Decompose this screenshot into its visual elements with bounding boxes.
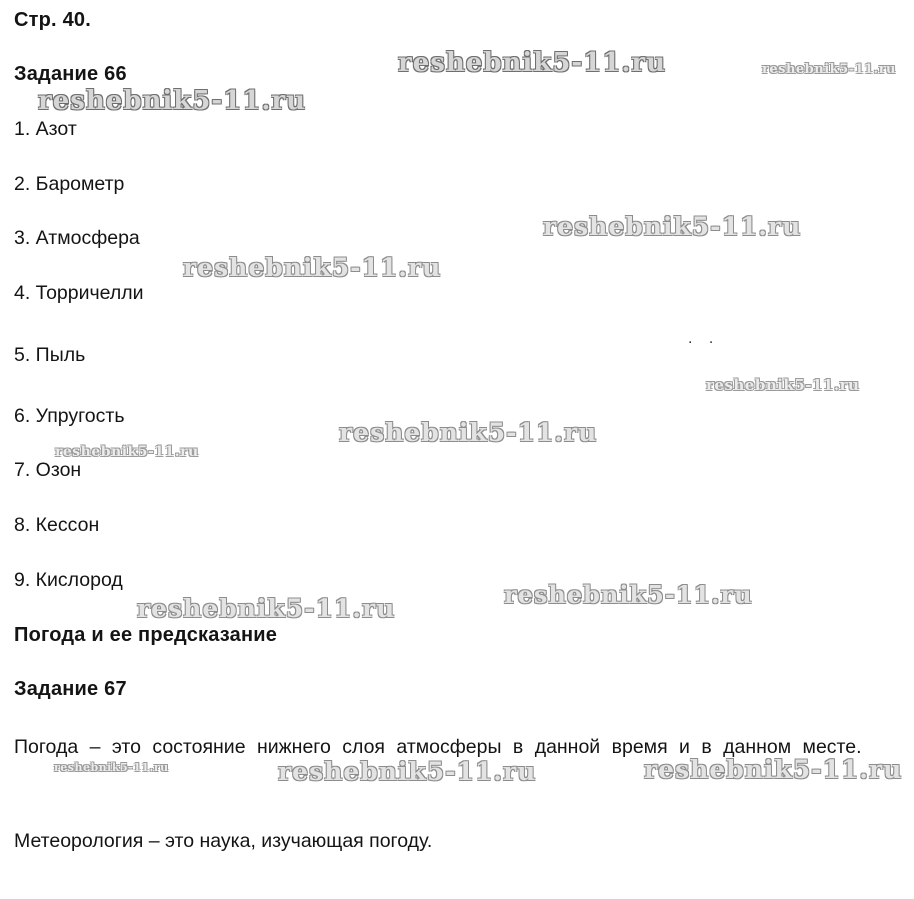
task-66-title: Задание 66 — [14, 63, 127, 85]
watermark: reshebnik5-11.ru — [38, 86, 307, 116]
answer-item: 5. Пыль — [14, 344, 86, 366]
watermark: reshebnik5-11.ru — [54, 761, 169, 774]
watermark: reshebnik5-11.ru — [762, 62, 897, 77]
answer-item: 8. Кессон — [14, 514, 100, 536]
task-67-paragraph-2: Метеорология – это наука, изучающая погоду. — [14, 830, 433, 852]
watermark: reshebnik5-11.ru — [339, 418, 598, 447]
answer-item: 3. Атмосфера — [14, 227, 140, 249]
task-67-paragraph: Погода – это состояние нижнего слоя атмосферы в данной время и в данном месте. — [14, 736, 862, 758]
answer-item: 1. Азот — [14, 118, 77, 140]
answer-item: 2. Барометр — [14, 173, 125, 195]
watermark: reshebnik5-11.ru — [644, 755, 903, 784]
answer-item: 9. Кислород — [14, 569, 123, 591]
answer-item: 4. Торричелли — [14, 282, 144, 304]
watermark: reshebnik5-11.ru — [543, 212, 802, 241]
scan-artifact-dots: . . — [688, 330, 720, 347]
page-number-label: Стр. 40. — [14, 9, 91, 31]
watermark: reshebnik5-11.ru — [398, 48, 667, 78]
task-67-title: Задание 67 — [14, 678, 127, 700]
watermark: reshebnik5-11.ru — [137, 594, 396, 623]
watermark: reshebnik5-11.ru — [706, 376, 860, 394]
watermark: reshebnik5-11.ru — [278, 757, 537, 786]
answer-item: 7. Озон — [14, 459, 82, 481]
section-heading: Погода и ее предсказание — [14, 624, 278, 646]
watermark: reshebnik5-11.ru — [55, 444, 199, 460]
watermark: reshebnik5-11.ru — [183, 253, 442, 282]
answer-item: 6. Упругость — [14, 405, 125, 427]
watermark: reshebnik5-11.ru — [504, 580, 753, 609]
